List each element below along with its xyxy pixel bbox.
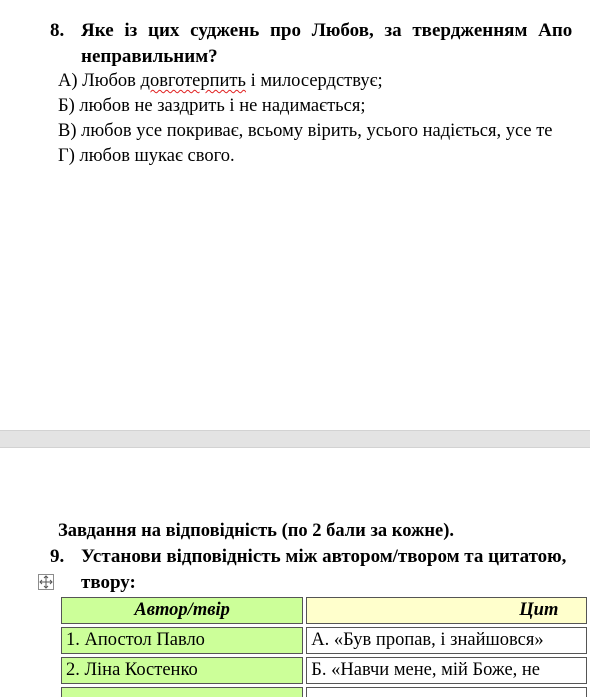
author-cell-empty: [61, 687, 303, 697]
header-author: Автор/твір: [61, 597, 303, 624]
option-b: Б) любов не заздрить і не надимається;: [58, 96, 366, 116]
question-9-text-line2: твору:: [81, 572, 136, 593]
quote-cell: А. «Був пропав, і знайшовся»: [306, 627, 587, 654]
quote-cell: Б. «Навчи мене, мій Боже, не: [306, 657, 587, 684]
quote-cell-empty: [306, 687, 587, 697]
question-8-number: 8.: [50, 20, 65, 41]
page-2: [0, 448, 590, 697]
option-a-prefix: А) Любов: [58, 71, 141, 91]
author-cell: 1. Апостол Павло: [61, 627, 303, 654]
question-9-number: 9.: [50, 546, 65, 567]
table-row: [61, 657, 587, 684]
table-move-handle-icon[interactable]: [38, 574, 54, 590]
header-quote: Цит: [306, 597, 587, 624]
section-title: Завдання на відповідність (по 2 бали за кожне).: [58, 521, 455, 541]
question-8-text-line2: неправильним?: [81, 46, 218, 67]
table-header-row: [61, 597, 587, 624]
table-row: [61, 627, 587, 654]
option-a: [58, 71, 383, 92]
author-cell: 2. Ліна Костенко: [61, 657, 303, 684]
table-row-partial: [61, 687, 587, 697]
page-gap: [0, 430, 590, 448]
matching-table: [58, 594, 590, 697]
misspelled-word[interactable]: довготерпить: [140, 71, 246, 91]
option-c: В) любов усе покриває, всьому вірить, усього надіється, усе те: [58, 121, 553, 141]
option-a-suffix: і милосердствує;: [245, 71, 383, 91]
question-8-text-line1: Яке із цих суджень про Любов, за твердженням Апо: [81, 20, 573, 41]
option-d: Г) любов шукає свого.: [58, 146, 235, 166]
question-9-text-line1: Установи відповідність між автором/твором та цитатою,: [81, 546, 567, 567]
